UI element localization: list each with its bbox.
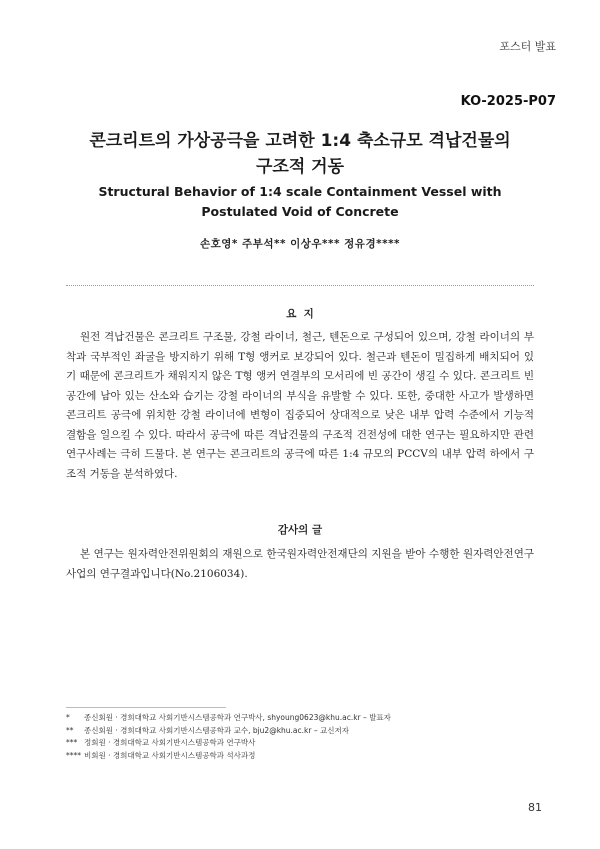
abstract-body: 원전 격납건물은 콘크리트 구조물, 강철 라이너, 철근, 텐돈으로 구성되어 있으며, 강철 라이너의 부착과 국부적인 좌굴을 방지하기 위해 T형 앵커로 보강되어 있다. 철근과 텐돈이 밀집하게 배치되어 있기 때문에 콘크리트가 채워지지 않은 T형 앵커 연결부의 모서리에 빈 공간이 생길 수 있다. 콘크리트 빈 공간에 남아 있는 산소와 습기는 강철 라이너의 부식을 유발할 수 있다. 또한, 중대한 사고가 발생하면 콘크리트 공극에 위치한 강철 라이너에 변형이 집중되어 상대적으로 낮은 내부 압력 수준에서 기능적 결함을 일으킬 수 있다. 따라서 공극에 따른 격납건물의 구조적 건전성에 대한 연구는 필요하지만 관련 연구사례는 극히 드물다. 본 연구는 콘크리트의 공극에 따른 1:4 규모의 PCCV의 내부 압력 하에서 구조적 거동을 분석하였다. — [66, 331, 534, 480]
english-title-line-1: Structural Behavior of 1:4 scale Containment Vessel with — [98, 184, 502, 199]
footnote-rule — [66, 707, 226, 708]
footnote-text: 비회원 · 경희대학교 사회기반시스템공학과 석사과정 — [84, 750, 256, 760]
author-list: 손호영* 주부석** 이상우*** 정유경**** — [199, 238, 401, 250]
footnote-text: 종신회원 · 경희대학교 사회기반시스템공학과 연구박사, shyoung0623@khu.ac.kr – 발표자 — [84, 713, 391, 722]
section-divider — [66, 285, 534, 286]
acknowledgement-body: 본 연구는 원자력안전위원회의 재원으로 한국원자력안전재단의 지원을 받아 수행한 원자력안전연구사업의 연구결과입니다(No.2106034). — [66, 548, 534, 580]
footnote-item — [66, 712, 546, 725]
footnote-text: 종신회원 · 경희대학교 사회기반시스템공학과 교수, bju2@khu.ac.kr – 교신저자 — [84, 725, 349, 735]
footnote-mark: * — [66, 713, 70, 722]
footnote-list — [66, 712, 546, 762]
footnote-mark: *** — [66, 738, 78, 747]
abstract-heading: 요 지 — [286, 308, 314, 320]
korean-title-line-2: 구조적 거동 — [255, 157, 345, 177]
korean-title-line-1: 콘크리트의 가상공극을 고려한 1:4 축소규모 격납건물의 — [89, 131, 511, 151]
acknowledgement-heading: 감사의 글 — [277, 524, 323, 536]
footnote-mark: ** — [66, 725, 74, 735]
page-number: 81 — [528, 801, 542, 814]
footnote-mark: **** — [66, 750, 81, 760]
paper-code: KO-2025-P07 — [460, 94, 556, 109]
english-title-line-2: Postulated Void of Concrete — [201, 204, 399, 219]
section-category: 포스터 발표 — [499, 40, 556, 53]
footnote-text: 정회원 · 경희대학교 사회기반시스템공학과 연구박사 — [84, 738, 256, 747]
footnote-item — [66, 737, 546, 750]
footnote-item — [66, 725, 546, 738]
footnote-item — [66, 750, 546, 763]
